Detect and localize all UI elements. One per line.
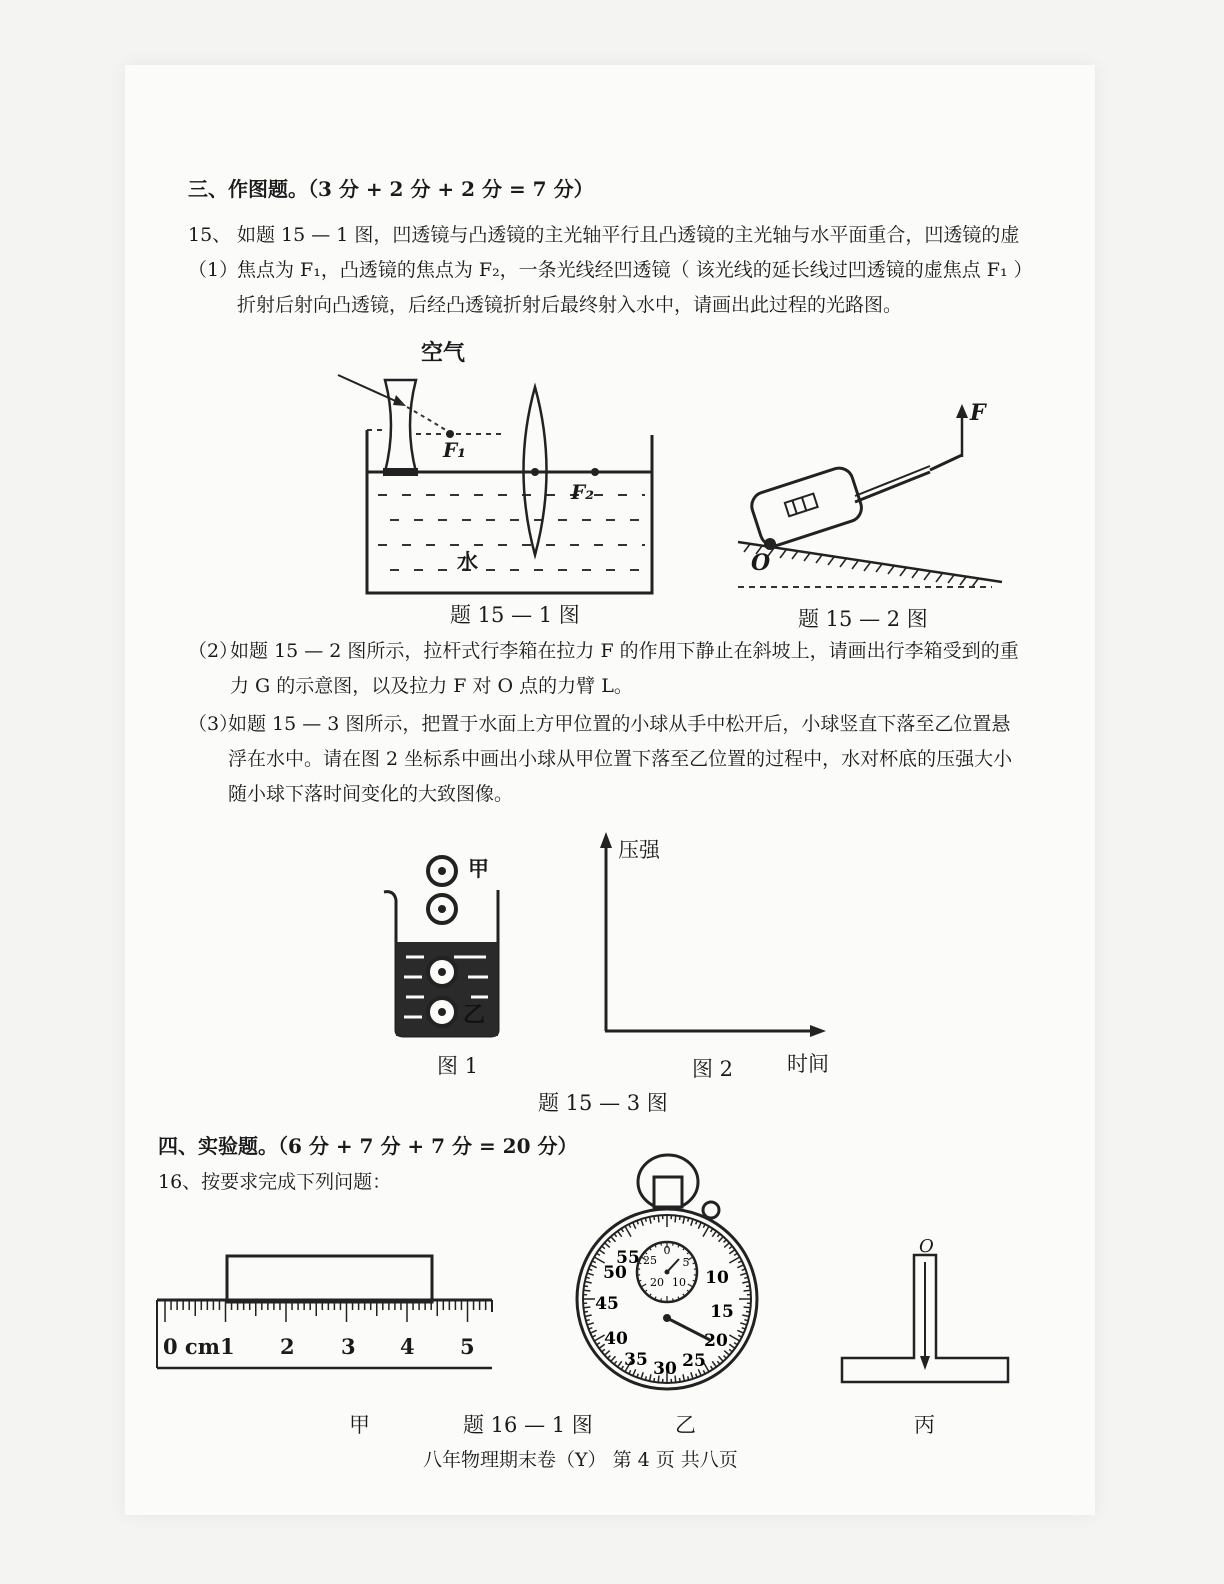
label-force-f: F bbox=[970, 400, 986, 426]
ruler-label-4: 4 bbox=[400, 1334, 415, 1359]
stopwatch-tick bbox=[744, 1307, 751, 1308]
q16-text: 16、按要求完成下列问题： bbox=[158, 1171, 392, 1193]
page-footer: 八年物理期末卷（Y） 第 4 页 共八页 bbox=[423, 1449, 738, 1471]
stopwatch-tick bbox=[680, 1378, 681, 1382]
caption-fig2: 图 2 bbox=[692, 1057, 734, 1081]
ruler-label-2: 2 bbox=[280, 1334, 295, 1359]
label-fig-yi: 乙 bbox=[675, 1413, 696, 1437]
label-yi-position: 乙 bbox=[463, 1002, 486, 1028]
ruler-label-0cm: 0 cm bbox=[163, 1334, 220, 1359]
small-dial-0: 0 bbox=[663, 1244, 671, 1257]
label-air: 空气 bbox=[421, 340, 466, 366]
x-axis-label: 时间 bbox=[787, 1052, 829, 1076]
q15-2-number: （2） bbox=[188, 640, 239, 662]
caption-15-1: 题 15 — 1 图 bbox=[450, 603, 580, 627]
label-f1: F₁ bbox=[443, 438, 466, 462]
label-fig-jia: 甲 bbox=[349, 1413, 370, 1437]
stopwatch-tick bbox=[744, 1277, 748, 1278]
watch-num-25: 25 bbox=[682, 1351, 706, 1371]
q15-3-text: 如题 15 — 3 图所示，把置于水面上方甲位置的小球从手中松开后，小球竖直下落至乙位置悬浮在水中。请在图 2 坐标系中画出小球从甲位置下落至乙位置的过程中，水对杯底的压强大小随小球下落时间变化的大致图像。 bbox=[228, 713, 1013, 805]
small-dial-5: 5 bbox=[682, 1256, 690, 1269]
watch-num-30: 30 bbox=[653, 1359, 677, 1379]
stopwatch-tick bbox=[688, 1218, 689, 1222]
y-axis-label: 压强 bbox=[618, 838, 660, 862]
label-fig-bing: 丙 bbox=[914, 1413, 935, 1437]
stopwatch-tick bbox=[746, 1312, 750, 1313]
stopwatch-tick bbox=[645, 1376, 646, 1380]
label-t-o: O bbox=[919, 1236, 934, 1257]
stopwatch-tick bbox=[744, 1290, 751, 1291]
stopwatch-tick bbox=[746, 1286, 750, 1287]
caption-15-2: 题 15 — 2 图 bbox=[798, 607, 928, 631]
label-point-o: O bbox=[751, 550, 771, 576]
watch-num-45: 45 bbox=[595, 1294, 619, 1314]
small-dial-tick bbox=[661, 1298, 662, 1301]
label-f2: F₂ bbox=[571, 480, 594, 504]
small-dial-25: 25 bbox=[643, 1254, 657, 1267]
stopwatch-tick bbox=[675, 1215, 676, 1222]
watch-num-40: 40 bbox=[604, 1329, 628, 1349]
stopwatch-tick bbox=[680, 1216, 681, 1220]
q15-3-number: （3） bbox=[188, 713, 239, 735]
stopwatch-tick bbox=[654, 1216, 655, 1220]
stopwatch-tick bbox=[744, 1320, 748, 1321]
figure-15-1 bbox=[330, 335, 670, 605]
q15-2-text: 如题 15 — 2 图所示，拉杆式行李箱在拉力 F 的作用下静止在斜坡上，请画出行李箱受到的重力 G 的示意图，以及拉力 F 对 O 点的力臂 L。 bbox=[230, 640, 1019, 697]
stopwatch-tick bbox=[658, 1215, 659, 1222]
stopwatch-tick bbox=[645, 1218, 646, 1222]
watch-num-15: 15 bbox=[710, 1302, 734, 1322]
stopwatch-tick bbox=[586, 1320, 590, 1321]
small-dial-tick bbox=[673, 1243, 674, 1246]
watch-num-35: 35 bbox=[624, 1350, 648, 1370]
small-dial-tick bbox=[661, 1243, 662, 1246]
q15-1-text: 如题 15 — 1 图，凹透镜与凸透镜的主光轴平行且凸透镜的主光轴与水平面重合，凹透镜的虚焦点为 F₁，凸透镜的焦点为 F₂，一条光线经凹透镜（ 该光线的延长线过凹透镜的虚焦点 F₁ ）折射后射向凸透镜，后经凸透镜折射后最终射入水中，请画出此过程的光路图。 bbox=[237, 224, 1024, 316]
figure-16-1-stopwatch bbox=[572, 1152, 762, 1402]
q15-1-number: 15、（1） bbox=[188, 224, 239, 281]
label-jia-position: 甲 bbox=[468, 856, 489, 881]
stopwatch-tick bbox=[583, 1290, 590, 1291]
caption-fig1: 图 1 bbox=[437, 1054, 479, 1078]
watch-num-55: 55 bbox=[616, 1248, 640, 1268]
ruler-label-1: 1 bbox=[220, 1334, 235, 1359]
stopwatch-tick bbox=[586, 1277, 590, 1278]
caption-15-3: 题 15 — 3 图 bbox=[538, 1091, 668, 1115]
section-4-heading: 四、实验题。（6 分 + 7 分 + 7 分 = 20 分） bbox=[158, 1134, 578, 1158]
stopwatch-tick bbox=[583, 1307, 590, 1308]
small-dial-10: 10 bbox=[672, 1276, 686, 1289]
watch-num-20: 20 bbox=[704, 1331, 728, 1351]
ruler-label-3: 3 bbox=[341, 1334, 356, 1359]
watch-num-10: 10 bbox=[705, 1268, 729, 1288]
caption-16-1: 题 16 — 1 图 bbox=[463, 1413, 593, 1437]
section-3-heading: 三、作图题。（3 分 + 2 分 + 2 分 = 7 分） bbox=[188, 177, 594, 201]
small-dial-tick bbox=[673, 1298, 674, 1301]
stopwatch-tick bbox=[584, 1286, 588, 1287]
label-water: 水 bbox=[457, 549, 478, 574]
stopwatch-tick bbox=[688, 1376, 689, 1380]
watch-num-50: 50 bbox=[603, 1263, 627, 1283]
stopwatch-tick bbox=[584, 1312, 588, 1313]
small-dial-20: 20 bbox=[650, 1276, 664, 1289]
ruler-label-5: 5 bbox=[460, 1334, 475, 1359]
figure-15-2 bbox=[730, 400, 1010, 605]
figure-16-1-t-shape bbox=[838, 1250, 1013, 1390]
